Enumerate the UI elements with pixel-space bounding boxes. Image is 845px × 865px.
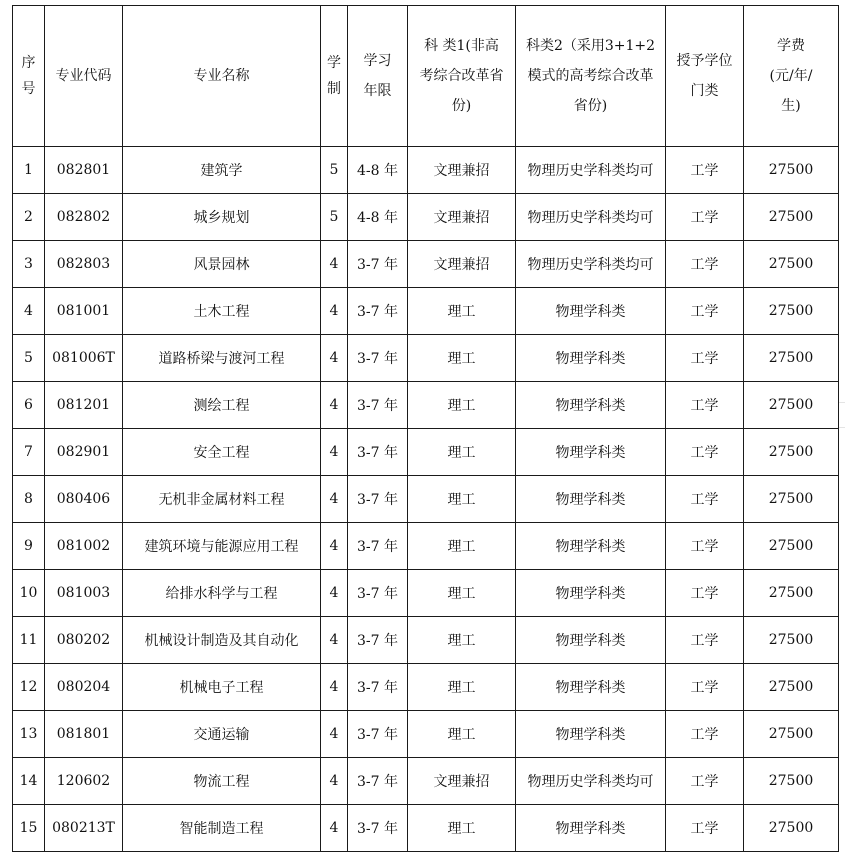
header-type2: 科类2（采用3+1+2 模式的高考综合改革 省份) [516, 6, 666, 147]
cell-type2: 物理历史学科类均可 [516, 194, 666, 241]
cell-type1: 理工 [408, 523, 516, 570]
cell-type2: 物理学科类 [516, 664, 666, 711]
table-row [13, 335, 839, 382]
cell-type2: 物理学科类 [516, 570, 666, 617]
cell-type2: 物理学科类 [516, 429, 666, 476]
header-type1: 科 类1(非高 考综合改革省 份) [408, 6, 516, 147]
cell-code: 081201 [45, 382, 123, 429]
cell-years: 4-8 年 [348, 194, 408, 241]
cell-seq: 13 [13, 711, 45, 758]
cell-type1: 理工 [408, 335, 516, 382]
cell-years: 3-7 年 [348, 805, 408, 852]
cell-degree: 工学 [666, 429, 744, 476]
cell-duration: 4 [321, 288, 348, 335]
cell-duration: 5 [321, 194, 348, 241]
cell-seq: 10 [13, 570, 45, 617]
cell-years: 3-7 年 [348, 570, 408, 617]
cell-code: 081801 [45, 711, 123, 758]
cell-code: 080406 [45, 476, 123, 523]
cell-years: 3-7 年 [348, 523, 408, 570]
cell-name: 土木工程 [123, 288, 321, 335]
header-code: 专业代码 [45, 6, 123, 147]
table-row [13, 429, 839, 476]
cell-duration: 4 [321, 805, 348, 852]
cell-type2: 物理学科类 [516, 335, 666, 382]
cell-years: 3-7 年 [348, 476, 408, 523]
cell-type2: 物理历史学科类均可 [516, 241, 666, 288]
cell-code: 080213T [45, 805, 123, 852]
cell-years: 3-7 年 [348, 241, 408, 288]
table-row [13, 805, 839, 852]
cell-years: 3-7 年 [348, 758, 408, 805]
cell-degree: 工学 [666, 476, 744, 523]
cell-degree: 工学 [666, 523, 744, 570]
cell-fee: 27500 [744, 570, 839, 617]
cell-duration: 4 [321, 241, 348, 288]
table-row [13, 476, 839, 523]
cell-duration: 4 [321, 664, 348, 711]
cell-name: 机械设计制造及其自动化 [123, 617, 321, 664]
table-row [13, 147, 839, 194]
cell-type1: 理工 [408, 382, 516, 429]
cell-type2: 物理学科类 [516, 288, 666, 335]
cell-seq: 15 [13, 805, 45, 852]
cell-code: 082803 [45, 241, 123, 288]
cell-fee: 27500 [744, 429, 839, 476]
cell-name: 物流工程 [123, 758, 321, 805]
cell-type2: 物理历史学科类均可 [516, 758, 666, 805]
cell-code: 082801 [45, 147, 123, 194]
cell-fee: 27500 [744, 664, 839, 711]
cell-fee: 27500 [744, 147, 839, 194]
cell-type1: 理工 [408, 805, 516, 852]
table-row [13, 617, 839, 664]
cell-name: 城乡规划 [123, 194, 321, 241]
cell-type1: 文理兼招 [408, 194, 516, 241]
cell-years: 4-8 年 [348, 147, 408, 194]
cell-type1: 理工 [408, 476, 516, 523]
cell-seq: 5 [13, 335, 45, 382]
cell-fee: 27500 [744, 617, 839, 664]
cell-degree: 工学 [666, 194, 744, 241]
cell-seq: 1 [13, 147, 45, 194]
table-row [13, 194, 839, 241]
cell-degree: 工学 [666, 570, 744, 617]
cell-name: 无机非金属材料工程 [123, 476, 321, 523]
cell-degree: 工学 [666, 335, 744, 382]
cell-seq: 6 [13, 382, 45, 429]
cell-name: 测绘工程 [123, 382, 321, 429]
cell-seq: 11 [13, 617, 45, 664]
cell-seq: 7 [13, 429, 45, 476]
cell-type2: 物理学科类 [516, 382, 666, 429]
cell-duration: 4 [321, 335, 348, 382]
cell-fee: 27500 [744, 241, 839, 288]
cell-degree: 工学 [666, 711, 744, 758]
cell-code: 081002 [45, 523, 123, 570]
cell-degree: 工学 [666, 758, 744, 805]
cell-degree: 工学 [666, 617, 744, 664]
cell-code: 120602 [45, 758, 123, 805]
cell-degree: 工学 [666, 382, 744, 429]
cell-name: 智能制造工程 [123, 805, 321, 852]
cell-type2: 物理学科类 [516, 523, 666, 570]
cell-years: 3-7 年 [348, 335, 408, 382]
cell-type2: 物理历史学科类均可 [516, 147, 666, 194]
cell-name: 交通运输 [123, 711, 321, 758]
table-row [13, 570, 839, 617]
cell-duration: 4 [321, 758, 348, 805]
cell-duration: 4 [321, 382, 348, 429]
table-row [13, 523, 839, 570]
cell-seq: 12 [13, 664, 45, 711]
cell-fee: 27500 [744, 805, 839, 852]
cell-code: 081001 [45, 288, 123, 335]
cell-fee: 27500 [744, 335, 839, 382]
cell-duration: 4 [321, 711, 348, 758]
table-row [13, 664, 839, 711]
table-row [13, 288, 839, 335]
cell-type2: 物理学科类 [516, 476, 666, 523]
cell-seq: 3 [13, 241, 45, 288]
cell-type1: 文理兼招 [408, 758, 516, 805]
cell-duration: 4 [321, 523, 348, 570]
cell-years: 3-7 年 [348, 711, 408, 758]
cell-type1: 理工 [408, 664, 516, 711]
cell-degree: 工学 [666, 805, 744, 852]
cell-code: 080204 [45, 664, 123, 711]
cell-degree: 工学 [666, 241, 744, 288]
cell-name: 给排水科学与工程 [123, 570, 321, 617]
cell-type1: 理工 [408, 429, 516, 476]
cell-degree: 工学 [666, 147, 744, 194]
table-header-row [13, 6, 839, 147]
header-seq: 序 号 [13, 6, 45, 147]
cell-code: 082802 [45, 194, 123, 241]
cell-name: 风景园林 [123, 241, 321, 288]
cell-fee: 27500 [744, 382, 839, 429]
cell-duration: 4 [321, 617, 348, 664]
cell-type1: 理工 [408, 570, 516, 617]
table-body [13, 147, 839, 852]
cell-fee: 27500 [744, 523, 839, 570]
cell-seq: 8 [13, 476, 45, 523]
table-row [13, 241, 839, 288]
cell-type1: 理工 [408, 617, 516, 664]
cell-fee: 27500 [744, 711, 839, 758]
cell-fee: 27500 [744, 476, 839, 523]
cell-fee: 27500 [744, 288, 839, 335]
cell-duration: 4 [321, 429, 348, 476]
cell-code: 081003 [45, 570, 123, 617]
cell-years: 3-7 年 [348, 288, 408, 335]
cell-name: 建筑环境与能源应用工程 [123, 523, 321, 570]
header-years: 学习 年限 [348, 6, 408, 147]
header-fee: 学费 (元/年/ 生) [744, 6, 839, 147]
cell-fee: 27500 [744, 758, 839, 805]
page-edge-mark [838, 402, 845, 428]
cell-type2: 物理学科类 [516, 617, 666, 664]
cell-seq: 9 [13, 523, 45, 570]
cell-seq: 14 [13, 758, 45, 805]
cell-years: 3-7 年 [348, 664, 408, 711]
cell-type1: 理工 [408, 711, 516, 758]
cell-type2: 物理学科类 [516, 805, 666, 852]
cell-degree: 工学 [666, 664, 744, 711]
cell-name: 机械电子工程 [123, 664, 321, 711]
cell-seq: 4 [13, 288, 45, 335]
cell-name: 安全工程 [123, 429, 321, 476]
cell-type1: 理工 [408, 288, 516, 335]
cell-code: 080202 [45, 617, 123, 664]
cell-fee: 27500 [744, 194, 839, 241]
cell-duration: 4 [321, 476, 348, 523]
header-degree: 授予学位 门类 [666, 6, 744, 147]
cell-years: 3-7 年 [348, 382, 408, 429]
cell-type2: 物理学科类 [516, 711, 666, 758]
table-row [13, 758, 839, 805]
cell-years: 3-7 年 [348, 617, 408, 664]
cell-seq: 2 [13, 194, 45, 241]
header-name: 专业名称 [123, 6, 321, 147]
cell-duration: 4 [321, 570, 348, 617]
header-duration: 学 制 [321, 6, 348, 147]
cell-name: 道路桥梁与渡河工程 [123, 335, 321, 382]
cell-code: 081006T [45, 335, 123, 382]
cell-name: 建筑学 [123, 147, 321, 194]
cell-years: 3-7 年 [348, 429, 408, 476]
cell-duration: 5 [321, 147, 348, 194]
majors-table [12, 5, 839, 852]
cell-degree: 工学 [666, 288, 744, 335]
cell-type1: 文理兼招 [408, 147, 516, 194]
table-row [13, 711, 839, 758]
cell-code: 082901 [45, 429, 123, 476]
cell-type1: 文理兼招 [408, 241, 516, 288]
table-row [13, 382, 839, 429]
